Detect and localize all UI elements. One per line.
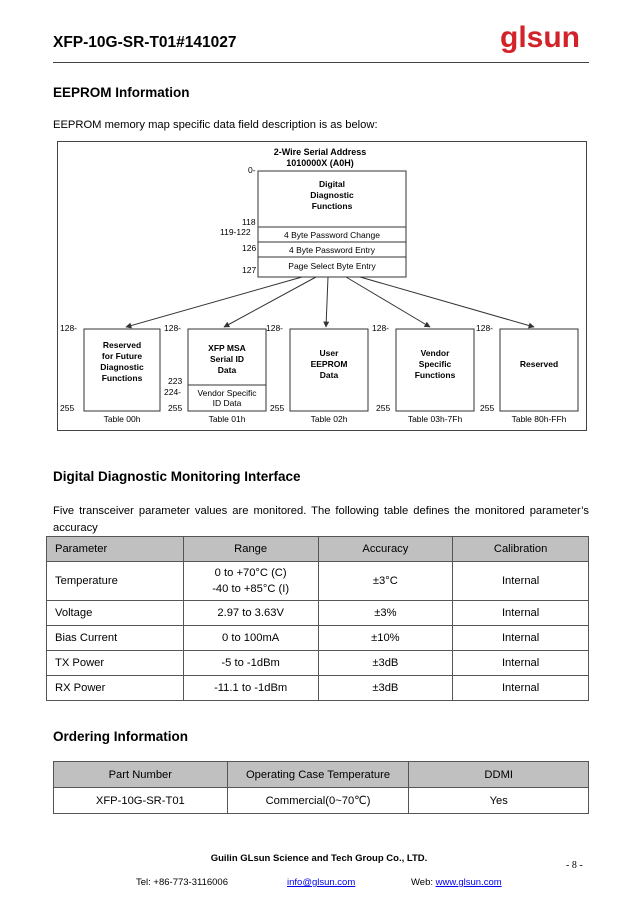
table-02h-line: EEPROM xyxy=(310,359,348,369)
table-00h-line: for Future xyxy=(101,351,143,361)
table-01h-caption: Table 01h xyxy=(208,414,246,424)
addr-128: 128- xyxy=(266,323,284,333)
table-header-row xyxy=(54,762,589,788)
serial-address-value: 1010000X (A0H) xyxy=(286,158,354,168)
cell-parameter: RX Power xyxy=(47,676,184,701)
ddm-intro-line1: Five transceiver parameter values are monitored. The following table defines the monitored parameter’s xyxy=(53,505,589,517)
eeprom-heading: EEPROM Information xyxy=(53,85,190,100)
table-01h-line: Serial ID xyxy=(209,354,245,364)
ddf-label-2: Diagnostic xyxy=(310,190,354,200)
col-header-part-number: Part Number xyxy=(54,762,228,788)
col-header-calibration: Calibration xyxy=(453,537,589,562)
cell-ddmi: Yes xyxy=(409,788,589,814)
cell-calibration: Internal xyxy=(453,601,589,626)
table-03h-line: Functions xyxy=(414,370,456,380)
cell-parameter: TX Power xyxy=(47,651,184,676)
table-00h-line: Reserved xyxy=(102,340,142,350)
cell-accuracy: ±3°C xyxy=(318,562,453,601)
page-select-label: Page Select Byte Entry xyxy=(288,261,376,271)
table-row xyxy=(47,562,589,601)
ddm-heading: Digital Diagnostic Monitoring Interface xyxy=(53,469,301,484)
table-80h-line: Reserved xyxy=(519,359,559,369)
table-00h-caption: Table 00h xyxy=(103,414,141,424)
table-02h-line: Data xyxy=(319,370,339,380)
addr-128: 128- xyxy=(164,323,182,333)
ordering-heading: Ordering Information xyxy=(53,729,188,744)
addr-224: 224- xyxy=(164,387,182,397)
table-03h-line: Specific xyxy=(418,359,452,369)
addr-128: 128- xyxy=(476,323,494,333)
ordering-table xyxy=(53,761,589,814)
table-row xyxy=(47,601,589,626)
page-number: - 8 - xyxy=(566,860,583,871)
table-80h-ffh-block xyxy=(500,329,578,411)
document-title: XFP-10G-SR-T01#141027 xyxy=(53,34,237,51)
ddm-table xyxy=(46,536,589,701)
cell-range xyxy=(183,562,318,601)
table-03h-caption: Table 03h-7Fh xyxy=(407,414,463,424)
cell-accuracy: ±3dB xyxy=(318,676,453,701)
col-header-accuracy: Accuracy xyxy=(318,537,453,562)
col-header-ddmi: DDMI xyxy=(409,762,589,788)
addr-127: 127 xyxy=(242,265,257,275)
addr-255: 255 xyxy=(168,403,183,413)
table-01h-line: XFP MSA xyxy=(208,343,246,353)
table-02h-line: User xyxy=(319,348,339,358)
header-divider xyxy=(53,62,589,63)
addr-255: 255 xyxy=(480,403,495,413)
footer-company: Guilin GLsun Science and Tech Group Co., LTD. xyxy=(210,853,428,864)
addr-119-122: 119-122 xyxy=(220,227,251,237)
table-01h-line: Data xyxy=(217,365,237,375)
footer-web xyxy=(411,877,502,888)
cell-calibration: Internal xyxy=(453,562,589,601)
serial-address-title: 2-Wire Serial Address xyxy=(273,147,367,157)
table-row xyxy=(54,788,589,814)
addr-0: 0- xyxy=(248,165,256,175)
password-change-label: 4 Byte Password Change xyxy=(284,230,380,240)
ddm-intro-line2: accuracy xyxy=(53,522,98,534)
cell-accuracy: ±10% xyxy=(318,626,453,651)
table-row xyxy=(47,676,589,701)
cell-accuracy: ±3dB xyxy=(318,651,453,676)
cell-range: -11.1 to -1dBm xyxy=(183,676,318,701)
addr-255: 255 xyxy=(270,403,285,413)
col-header-range: Range xyxy=(183,537,318,562)
addr-223: 223 xyxy=(168,376,183,386)
range-line: -40 to +85°C (I) xyxy=(212,583,290,595)
ddf-label-1: Digital xyxy=(319,179,345,189)
glsun-logo xyxy=(497,20,587,56)
cell-calibration: Internal xyxy=(453,651,589,676)
cell-range: 0 to 100mA xyxy=(183,626,318,651)
cell-range: 2.97 to 3.63V xyxy=(183,601,318,626)
cell-operating-temp: Commercial(0~70℃) xyxy=(227,788,409,814)
table-01h-sub: Vendor Specific xyxy=(197,388,257,398)
cell-part-number: XFP-10G-SR-T01 xyxy=(54,788,228,814)
table-00h-line: Functions xyxy=(101,373,143,383)
range-line: 0 to +70°C (C) xyxy=(214,567,287,579)
eeprom-memory-map-figure xyxy=(57,141,587,431)
cell-range: -5 to -1dBm xyxy=(183,651,318,676)
cell-calibration: Internal xyxy=(453,626,589,651)
footer-email-link[interactable]: info@glsun.com xyxy=(287,877,356,888)
table-80h-ffh-caption: Table 80h-FFh xyxy=(511,414,567,424)
col-header-parameter: Parameter xyxy=(47,537,184,562)
table-header-row xyxy=(47,537,589,562)
eeprom-intro: EEPROM memory map specific data field description is as below: xyxy=(53,119,378,131)
footer-tel: Tel: +86-773-3116006 xyxy=(136,877,228,888)
table-02h-caption: Table 02h xyxy=(310,414,348,424)
table-row xyxy=(47,626,589,651)
table-01h-sub: ID Data xyxy=(212,398,242,408)
ddf-label-3: Functions xyxy=(311,201,353,211)
col-header-operating-temp: Operating Case Temperature xyxy=(227,762,409,788)
addr-118: 118 xyxy=(242,217,256,227)
addr-128: 128- xyxy=(372,323,390,333)
cell-parameter: Temperature xyxy=(47,562,184,601)
cell-calibration: Internal xyxy=(453,676,589,701)
table-row xyxy=(47,651,589,676)
footer-web-label: Web: xyxy=(411,877,436,888)
addr-255: 255 xyxy=(60,403,75,413)
table-03h-line: Vendor xyxy=(420,348,450,358)
cell-parameter: Voltage xyxy=(47,601,184,626)
addr-128: 128- xyxy=(60,323,78,333)
password-entry-label: 4 Byte Password Entry xyxy=(289,245,375,255)
footer-web-link[interactable]: www.glsun.com xyxy=(435,877,502,888)
addr-255: 255 xyxy=(376,403,391,413)
cell-parameter: Bias Current xyxy=(47,626,184,651)
cell-accuracy: ±3% xyxy=(318,601,453,626)
addr-126: 126 xyxy=(242,243,257,253)
logo-text: glsun xyxy=(500,21,580,54)
table-00h-line: Diagnostic xyxy=(100,362,144,372)
